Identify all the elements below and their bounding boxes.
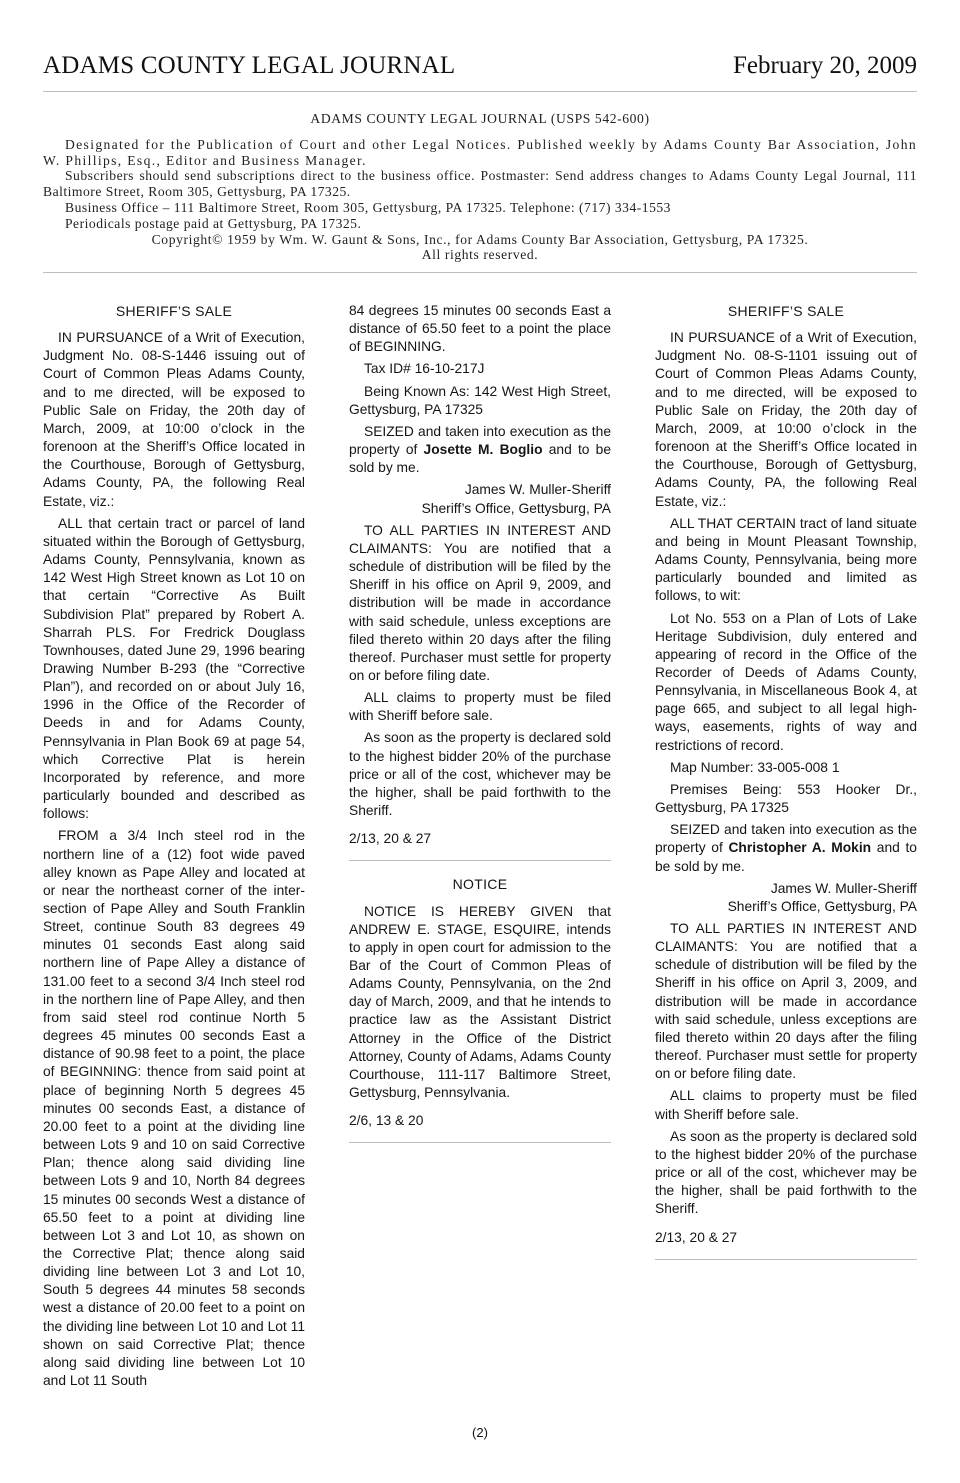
sheriff-name-2: James W. Muller-Sheriff (770, 880, 917, 896)
column-2 (349, 302, 611, 1157)
tract-paragraph: ALL that certain tract or parcel of land situated within the Borough of Gettysburg, Adams County, Pennsylvania, known as 142 West High Street known as Lot 10 on that certain “Corrective As Built Subdivision Plat” prepared by Robert A. Sharrah PLS. For Fredrick Douglass Townhouses, dated June 29, 1996 bearing Drawing Number B-293 (the “Corrective Plan”), and recorded on or about July 16, 1996 in the Office of the Recorder of Deeds in and for Adams County, Pennsylvania in Plan Book 69 at page 54, which Corrective Plat is herein Incorporated by reference, and more particularly bounded and described as follows: (43, 515, 305, 822)
masthead (43, 111, 917, 263)
masthead-subscribers: Subscribers should send subscriptions direct to the business office. Postmaster: Send address changes to Adams County Legal Journal, 111 Baltimore Street, Room 305, Gettysburg, PA 17325. (43, 168, 917, 200)
tax-id: Tax ID# 16-10-217J (364, 361, 485, 377)
sheriff-office: Sheriff’s Office, Gettysburg, PA (421, 500, 611, 516)
publication-dates-2: 2/13, 20 & 27 (655, 1229, 738, 1245)
lot-paragraph: Lot No. 553 on a Plan of Lots of Lake Heritage Subdivision, duly entered and appearing of record in the Office of the Recorder of Deeds of Adams County, Pennsylvania, in Miscellaneous Book 4, at page 665, and subject to all legal highways, easements, rights of way and restrictions of record. (655, 610, 917, 753)
claims-paragraph: ALL claims to property must be filed with Sheriff before sale. (349, 690, 611, 724)
claims-paragraph-2: ALL claims to property must be filed with Sheriff before sale. (655, 1088, 917, 1122)
notice-dates: 2/6, 13 & 20 (349, 1113, 424, 1129)
publication-dates: 2/13, 20 & 27 (349, 831, 432, 847)
boundary-paragraph: FROM a 3/4 Inch steel rod in the northern line of a (12) foot wide paved alley known as Pape Alley and located at or near the northeast corner of the intersection of Pape Alley and South Franklin Street, continue South 83 degrees 49 minutes 01 seconds East along said northern line of Pape Alley a distance of 131.00 feet to a second 3/4 Inch steel rod in the northern line of Pape Alley, and then from said steel rod continue North 5 degrees 45 minutes 00 seconds East a distance of 90.98 feet to a point, the place of BEGINNING: thence from said point at place of beginning North 5 degrees 45 minutes 00 seconds East, a distance of 20.00 feet to a point at the dividing line between Lots 9 and 10 on said Corrective Plan; thence along said dividing line between Lots 9 and 10, North 84 degrees 15 minutes 00 seconds West a distance of 65.50 feet to a point at dividing line between Lot 3 and Lot 10, as shown on the Corrective Plat; thence along said dividing line between Lot 3 and Lot 10, South 5 degrees 44 minutes 58 seconds west a distance of 20.00 feet to a point on the dividing line between Lot 10 and Lot 11 shown on said Corrective Plat; thence along said dividing line between Lot 10 and Lot 11 South (43, 828, 305, 1389)
column-1 (43, 302, 305, 1394)
section-divider-3 (655, 1259, 917, 1260)
known-as: Being Known As: 142 West High Street, Gettysburg, PA 17325 (349, 383, 611, 417)
masthead-designated: Designated for the Publication of Court and other Legal Notices. Published weekly by Adams County Bar Association, John W. Phillips, Esq., Editor and Business Manager. (43, 136, 917, 168)
journal-name: ADAMS COUNTY LEGAL JOURNAL (43, 52, 456, 79)
property-owner-2: Christopher A. Mokin (728, 840, 872, 856)
sheriffs-sale-heading-2: SHERIFF’S SALE (727, 303, 845, 319)
notice-body: NOTICE IS HEREBY GIVEN that ANDREW E. STAGE, ESQUIRE, intends to apply in open court for admission to the Bar of the Court of Common Pleas of Adams County, Pennsylvania, on the 2nd day of March, 2009, and that he intends to practice law as the Assistant District Attorney in the Office of the District Attorney, County of Adams, Adams County Courthouse, 111-117 Baltimore Street, Gettysburg, Pennsylvania. (349, 903, 611, 1101)
seized-text-2: SEIZED and taken into execution as the property of (655, 822, 917, 856)
seized-paragraph-2 (655, 821, 917, 875)
masthead-rule (43, 272, 917, 273)
tract-paragraph-2: ALL THAT CERTAIN tract of land situate and being in Mount Pleasant Township, Adams County, Pennsylvania, being more particularly bounded and limited as follows, to wit: (655, 515, 917, 604)
premises: Premises Being: 553 Hooker Dr., Gettysburg, PA 17325 (655, 781, 917, 816)
masthead-postage: Periodicals postage paid at Gettysburg, PA 17325. (65, 215, 362, 231)
sheriffs-sale-heading: SHERIFF’S SALE (115, 303, 233, 319)
masthead-copyright: Copyright© 1959 by Wm. W. Gaunt & Sons, Inc., for Adams County Bar Association, Gettysburg, PA 17325. (151, 231, 809, 247)
masthead-title: ADAMS COUNTY LEGAL JOURNAL (USPS 542-600) (310, 111, 650, 126)
seized-paragraph (349, 423, 611, 477)
masthead-rights: All rights reserved. (421, 247, 539, 263)
sheriff-name: James W. Muller-Sheriff (464, 482, 611, 498)
declared-paragraph-2: As soon as the property is declared sold to the highest bidder 20% of the purchase price or all of the cost, whichever may be the higher, shall be paid forthwith to the Sheriff. (655, 1128, 917, 1217)
notice-heading: NOTICE (452, 876, 508, 893)
parties-paragraph: TO ALL PARTIES IN INTEREST AND CLAIMANTS: You are notified that a schedule of distribution will be filed by the Sheriff in his office on April 9, 2009, and distribution will be made in accordance with said schedule, unless exceptions are filed thereto within 20 days after the filing thereof. Purchaser must settle for property on or before filing date. (349, 522, 611, 683)
property-owner: Josette M. Boglio (423, 442, 543, 458)
section-divider-2 (349, 1142, 611, 1143)
parties-paragraph-2: TO ALL PARTIES IN INTEREST AND CLAIMANTS: You are notified that a schedule of distribution will be filed by the Sheriff in his office on April 3, 2009, and distribution will be made in accordance with said schedule, unless exceptions are filed thereto within 20 days after the filing thereof. Purchaser must settle for property on or before filing date. (655, 921, 917, 1082)
boundary-continuation: 84 degrees 15 minutes 00 seconds East a distance of 65.50 feet to a point the place of BEGINNING. (349, 303, 611, 355)
issue-date: February 20, 2009 (733, 52, 917, 79)
page-number: (2) (472, 1425, 488, 1440)
writ-paragraph-2: IN PURSUANCE of a Writ of Execution, Judgment No. 08-S-1101 issuing out of Court of Common Pleas Adams County, and to me directed, will be exposed to Public Sale on Friday, the 20th day of March, 2009, at 10:00 o’clock in the forenoon at the Sheriff’s Office located in the Courthouse, Borough of Gettysburg, Adams County, PA, the following Real Estate, viz.: (655, 330, 917, 509)
seized-text-end-2: and to be sold by me. (655, 840, 917, 874)
seized-text: SEIZED and taken into execution as the property of (349, 423, 611, 458)
declared-paragraph: As soon as the property is declared sold to the highest bidder 20% of the purchase price or all of the cost, whichever may be the higher, shall be paid forthwith to the Sheriff. (349, 730, 611, 819)
sheriff-office-2: Sheriff’s Office, Gettysburg, PA (727, 898, 917, 914)
masthead-business-office: Business Office – 111 Baltimore Street, Room 305, Gettysburg, PA 17325. Telephone: (717) 334-1553 (65, 199, 671, 215)
section-divider (349, 860, 611, 861)
header-rule (43, 91, 917, 92)
writ-paragraph: IN PURSUANCE of a Writ of Execution, Judgment No. 08-S-1446 issuing out of Court of Common Pleas Adams County, and to me directed, will be exposed to Public Sale on Friday, the 20th day of March, 2009, at 10:00 o’clock in the forenoon at the Sheriff’s Office located in the Courthouse, Borough of Gettysburg, Adams County, PA, the following Real Estate, viz.: (43, 330, 305, 509)
seized-text-end: and to be sold by me. (349, 442, 612, 476)
map-number: Map Number: 33-005-008 1 (670, 759, 840, 775)
column-3 (655, 302, 917, 1274)
